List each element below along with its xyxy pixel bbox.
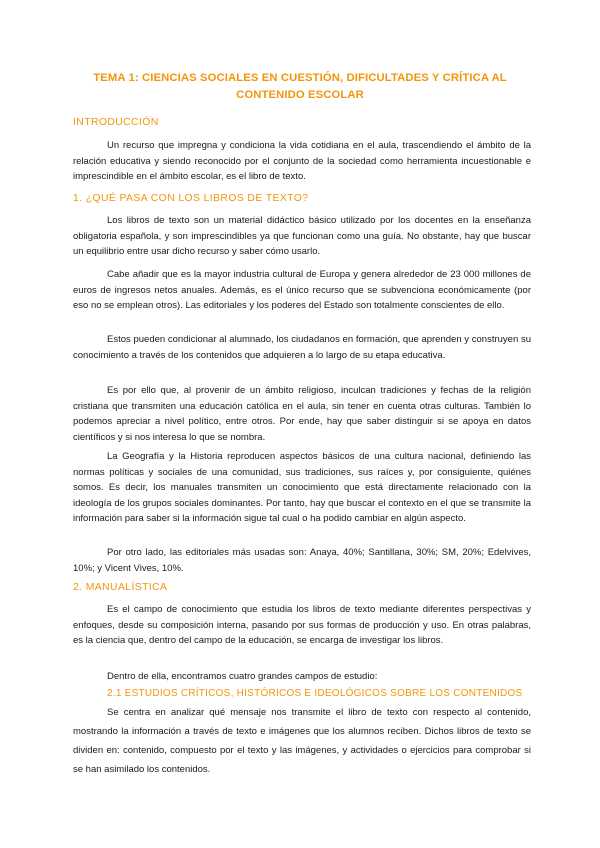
paragraph-s2-1: Es el campo de conocimiento que estudia los libros de texto mediante diferentes perspectivas y enfoques, desde su composición interna, pasando por sus formas de producción y uso. En otras palabras, es la ciencia que, dentro del campo de la educación, se encarga de investigar los libros. (73, 604, 531, 646)
heading-introduccion: INTRODUCCIÓN (73, 117, 159, 128)
paragraph-s1-2: Cabe añadir que es la mayor industria cultural de Europa y genera alrededor de 23 000 millones de euros de ingresos netos anuales. Además, es el único recurso que se subvenciona económicamente (por eso no se emplean otros). Las editoriales y los poderes del Estado son totalmente conscientes de ello. (73, 269, 531, 311)
heading-section-2: 2. MANUALÍSTICA (73, 582, 168, 593)
paragraph-s1-3: Estos pueden condicionar al alumnado, los ciudadanos en formación, que aprenden y construyen su conocimiento a través de los contenidos que adquieren a lo largo de su etapa educativa. (73, 334, 531, 361)
paragraph-s1-1: Los libros de texto son un material didáctico básico utilizado por los docentes en la enseñanza obligatoria española, y son imprescindibles ya que funcionan como una guía. No obstante, hay que buscar un equilibrio entre usar dicho recurso y saber cómo usarlo. (73, 215, 531, 257)
paragraph-s1-6: Por otro lado, las editoriales más usadas son: Anaya, 40%; Santillana, 30%; SM, 20%; Edelvives, 10%; y Vicent Vives, 10%. (73, 547, 531, 574)
paragraph-s1-4: Es por ello que, al provenir de un ámbito religioso, inculcan tradiciones y fechas de la religión cristiana que transmiten una educación católica en el aula, sin tener en cuenta otras culturas. También lo podemos apreciar a nivel político, entre otros. Por ende, hay que saber distinguir si se apoya en datos científicos y si nos interesa lo que se nombra. (73, 385, 531, 443)
heading-section-1: 1. ¿QUÉ PASA CON LOS LIBROS DE TEXTO? (73, 193, 309, 204)
paragraph-s2-2: Dentro de ella, encontramos cuatro grandes campos de estudio: (107, 671, 378, 682)
paragraph-s2-1-1: Se centra en analizar qué mensaje nos transmite el libro de texto con respecto al contenido, mostrando la información a través de texto e imágenes que los alumnos reciben. Dichos libros de texto se dividen en: contenido, compuesto por el texto y las imágenes, y actividades o ejercicios para comprobar si se han asimilado los contenidos. (73, 707, 531, 775)
paragraph-s1-5: La Geografía y la Historia reproducen aspectos básicos de una cultura nacional, definiendo las normas políticas y sociales de una comunidad, sus tradiciones, sus raíces y, por consiguiente, quiénes somos. Es decir, los manuales transmiten un conocimiento que está directamente relacionado con la ideología de los grupos sociales dominantes. Por tanto, hay que buscar el contexto en el que se transmite la información para saber si la información sigue tal cual o ha podido cambiar en algún aspecto. (73, 451, 531, 524)
document-title: TEMA 1: CIENCIAS SOCIALES EN CUESTIÓN, DIFICULTADES Y CRÍTICA AL CONTENIDO ESCOLAR (93, 72, 507, 101)
heading-section-2-1: 2.1 ESTUDIOS CRÍTICOS, HISTÓRICOS E IDEOLÓGICOS SOBRE LOS CONTENIDOS (107, 688, 523, 699)
paragraph-intro: Un recurso que impregna y condiciona la vida cotidiana en el aula, trascendiendo el ámbito de la relación educativa y siendo reconocido por el conjunto de la sociedad como herramienta incuestionable e imprescindible en el ámbito escolar, es el libro de texto. (73, 140, 531, 182)
